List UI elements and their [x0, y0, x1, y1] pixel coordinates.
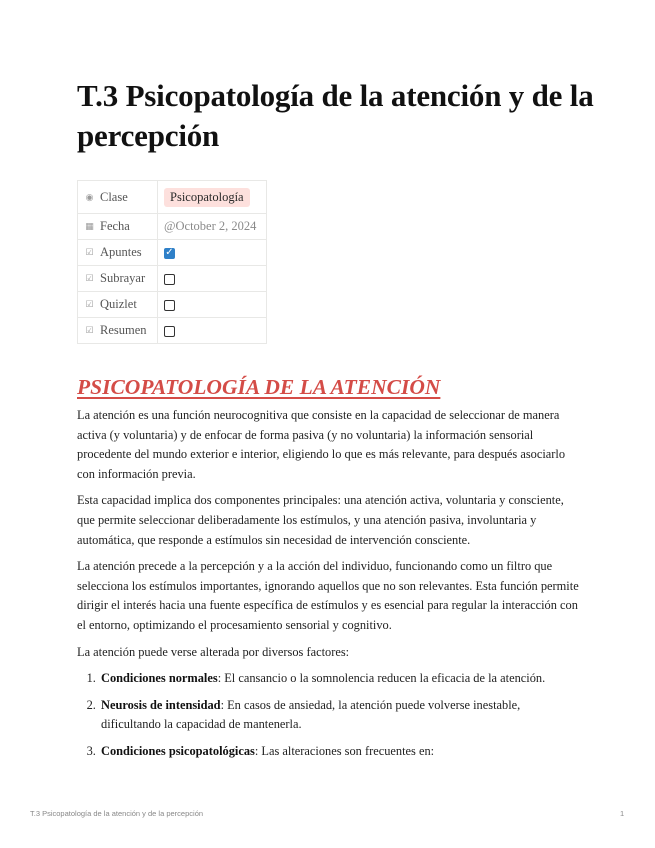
property-row-apuntes: [78, 240, 267, 266]
property-name-cell[interactable]: [78, 266, 158, 292]
property-value-cell[interactable]: [158, 240, 267, 266]
section-body: [77, 406, 582, 769]
property-row-quizlet: [78, 292, 267, 318]
class-tag[interactable]: Psicopatología: [164, 188, 250, 207]
paragraph: La atención es una función neurocognitiva que consiste en la capacidad de seleccionar de manera activa (y voluntaria) y de enfocar de forma pasiva (y no voluntaria) la información sensorial procedente del mundo exterior e interior, eligiendo lo que es más relevante, para después asociarlo con información previa.: [77, 408, 566, 481]
date-value[interactable]: @October 2, 2024: [164, 219, 257, 233]
property-row-subrayar: [78, 266, 267, 292]
property-value-cell[interactable]: [158, 266, 267, 292]
list-item-term: Condiciones psicopatológicas: [101, 743, 255, 758]
select-icon: ◉: [85, 191, 94, 202]
page-title: T.3 Psicopatología de la atención y de la percepción: [77, 78, 594, 153]
list-item-term: Neurosis de intensidad: [101, 697, 221, 712]
checkbox-apuntes[interactable]: ✓: [165, 246, 174, 258]
checkbox-property-icon: ☑: [85, 325, 94, 335]
checkbox-subrayar[interactable]: [164, 274, 175, 285]
checkbox-resumen[interactable]: [164, 326, 175, 337]
footer-title: T.3 Psicopatología de la atención y de la percepción: [30, 809, 204, 818]
property-label: Clase: [100, 189, 128, 204]
property-label: Apuntes: [100, 245, 142, 259]
property-row-fecha: [78, 214, 267, 240]
property-name-cell[interactable]: [78, 240, 158, 266]
paragraph: La atención puede verse alterada por diversos factores:: [77, 644, 350, 659]
list-item: [99, 696, 582, 735]
property-label: Fecha: [100, 219, 130, 233]
list-item: [99, 742, 582, 762]
property-name-cell[interactable]: [78, 214, 158, 240]
property-value-cell[interactable]: [158, 181, 267, 214]
property-row-clase: [78, 181, 267, 214]
section-heading: PSICOPATOLOGÍA DE LA ATENCIÓN: [77, 375, 441, 399]
paragraph: Esta capacidad implica dos componentes principales: una atención activa, voluntaria y consciente, que permite seleccionar deliberadamente los estímulos, y una atención pasiva, involuntaria y automática, que responde a estímulos sin necesidad de intervención consciente.: [77, 493, 564, 547]
checkbox-property-icon: ☑: [85, 299, 94, 309]
factors-list: [77, 669, 582, 761]
paragraph: La atención precede a la percepción y a la acción del individuo, funcionando como un filtro que selecciona los estímulos importantes, ignorando aquellos que no son relevantes. Esta función permite dirigir el interés hacia una fuente específica de estímulos y es esencial para regular la interacción con el entorno, optimizando el procesamiento sensorial y cognitivo.: [77, 559, 579, 632]
list-item-text: : Las alteraciones son frecuentes en:: [254, 743, 435, 758]
list-item-text: : En casos de ansiedad, la atención puede volverse inestable, dificultando la capacidad de mantenerla.: [101, 697, 521, 732]
footer-page-number: 1: [620, 809, 625, 818]
property-value-cell[interactable]: [158, 214, 267, 240]
checkbox-property-icon: ☑: [85, 273, 94, 283]
property-label: Subrayar: [100, 271, 146, 285]
property-name-cell[interactable]: [78, 292, 158, 318]
property-value-cell[interactable]: [158, 318, 267, 344]
list-item: [99, 669, 582, 689]
property-name-cell[interactable]: [78, 318, 158, 344]
property-name-cell[interactable]: [78, 181, 158, 214]
list-item-term: Condiciones normales: [101, 671, 218, 686]
property-label: Resumen: [100, 323, 147, 337]
list-item-text: : El cansancio o la somnolencia reducen la eficacia de la atención.: [217, 671, 546, 686]
properties-table: [77, 180, 267, 344]
checkbox-quizlet[interactable]: [164, 300, 175, 311]
property-label: Quizlet: [100, 297, 137, 311]
property-value-cell[interactable]: [158, 292, 267, 318]
property-row-resumen: [78, 318, 267, 344]
calendar-icon: ▦: [85, 221, 94, 231]
checkbox-property-icon: ☑: [85, 247, 94, 257]
